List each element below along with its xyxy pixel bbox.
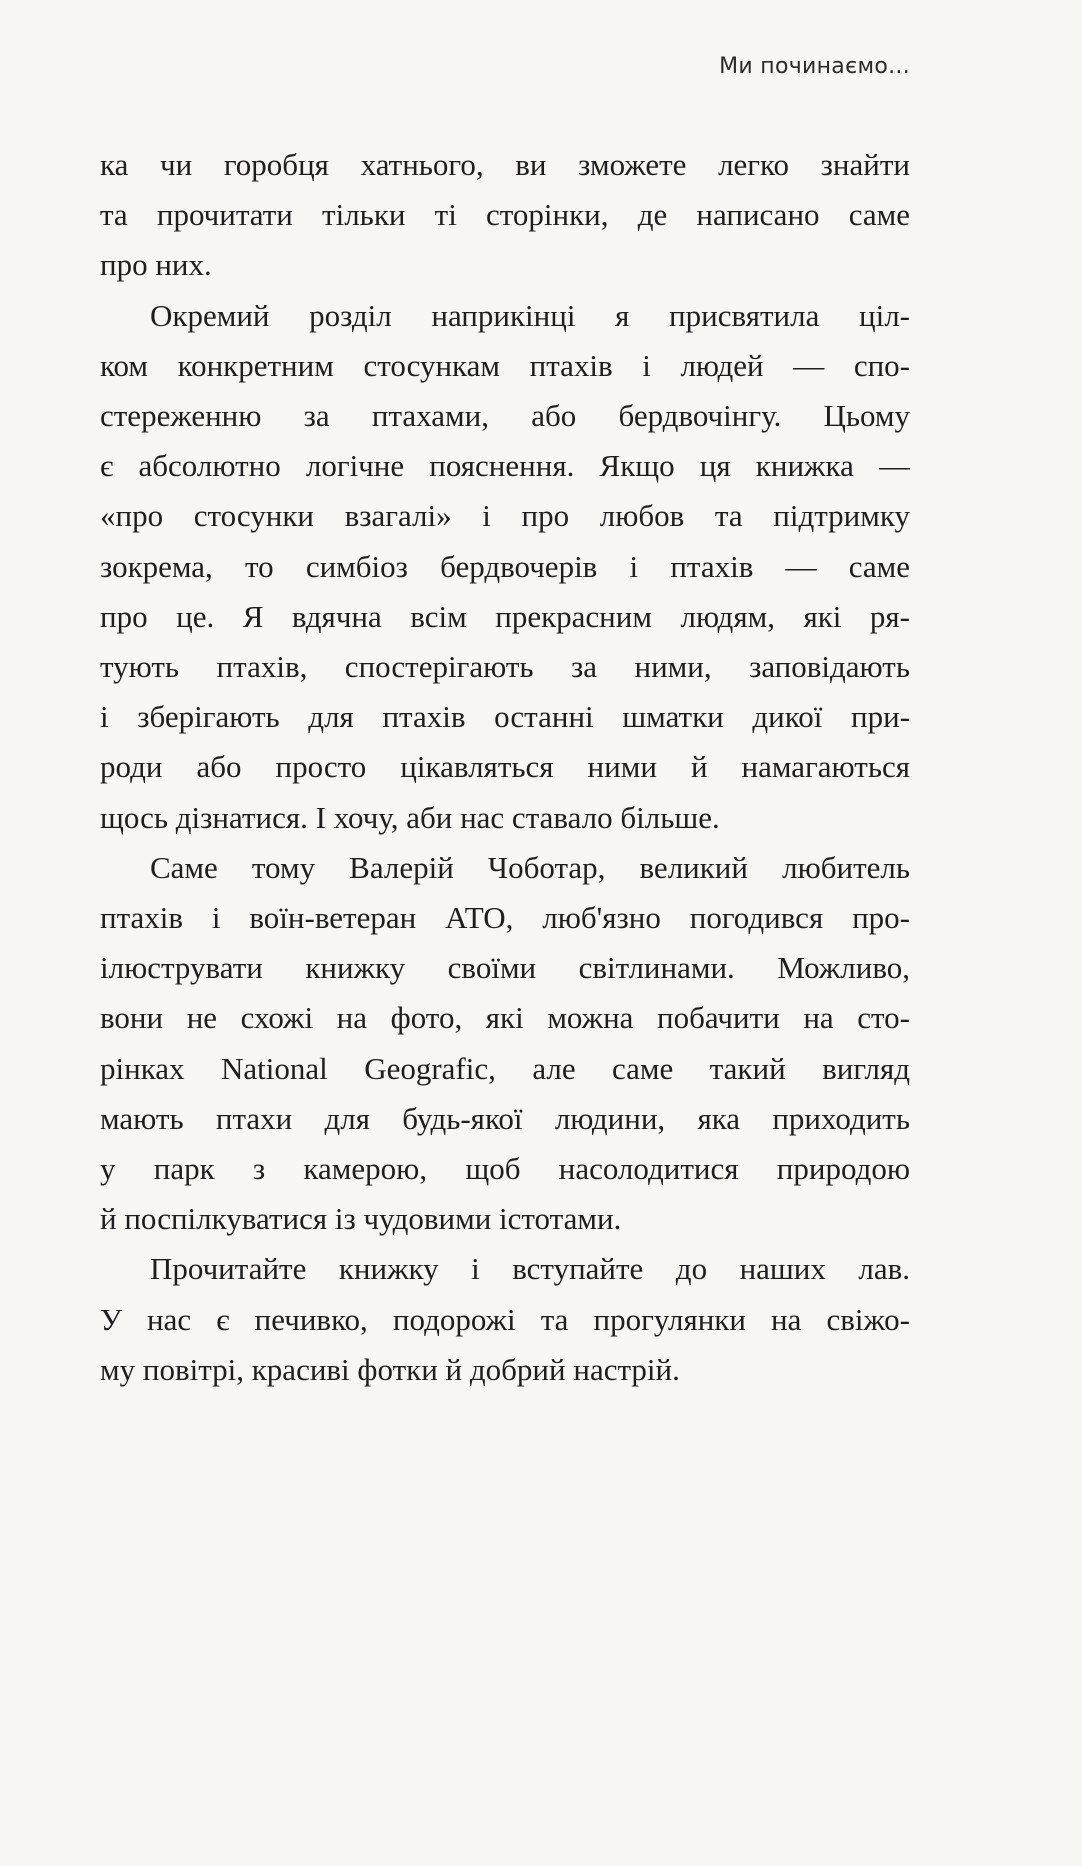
- text-line: вони не схожі на фото, які можна побачити на сто-: [100, 1000, 910, 1036]
- text-line: ка чи горобця хатнього, ви зможете легко знайти: [100, 147, 910, 182]
- body-text: [100, 140, 910, 1395]
- text-line: У нас є печивко, подорожі та прогулянки на свіжо-: [100, 1301, 910, 1337]
- text-line: стереженню за птахами, або бердвочінгу. Цьому: [100, 398, 910, 434]
- text-line: про це. Я вдячна всім прекрасним людям, які ря-: [100, 598, 910, 634]
- text-line: тують птахів, спостерігають за ними, заповідають: [100, 649, 910, 685]
- text-line: ілюструвати книжку своїми світлинами. Можливо,: [100, 950, 910, 986]
- text-line: роди або просто цікавляться ними й намагаються: [100, 749, 910, 785]
- text-line: у парк з камерою, щоб насолодитися природою: [100, 1151, 910, 1187]
- text-line: рінках National Geografic, але саме такий вигляд: [100, 1050, 910, 1086]
- paragraph: [100, 843, 910, 1245]
- text-line: му повітрі, красиві фотки й добрий настрій.: [100, 1351, 680, 1387]
- paragraph: [100, 140, 910, 291]
- paragraph: [100, 291, 910, 843]
- text-line: ком конкретним стосункам птахів і людей — спо-: [100, 347, 910, 383]
- text-line: зокрема, то симбіоз бердвочерів і птахів — саме: [100, 548, 910, 584]
- text-line: Саме тому Валерій Чоботар, великий любитель: [150, 849, 910, 885]
- text-line: і зберігають для птахів останні шматки дикої при-: [100, 699, 910, 735]
- text-line: про них.: [100, 247, 212, 283]
- running-head: Ми починаємо...: [719, 54, 910, 79]
- text-line: Прочитайте книжку і вступайте до наших лав.: [150, 1251, 910, 1287]
- text-line: «про стосунки взагалі» і про любов та підтримку: [100, 498, 910, 534]
- text-line: є абсолютно логічне пояснення. Якщо ця книжка —: [100, 448, 910, 484]
- text-line: мають птахи для будь-якої людини, яка приходить: [100, 1100, 910, 1136]
- text-line: щось дізнатися. І хочу, аби нас ставало більше.: [100, 799, 720, 835]
- text-line: птахів і воїн-ветеран АТО, люб'язно погодився про-: [100, 900, 910, 936]
- text-line: й поспілкуватися із чудовими істотами.: [100, 1201, 622, 1237]
- text-line: Окремий розділ наприкінці я присвятила ціл-: [150, 297, 910, 333]
- paragraph: [100, 1244, 910, 1395]
- text-line: та прочитати тільки ті сторінки, де написано саме: [100, 197, 910, 233]
